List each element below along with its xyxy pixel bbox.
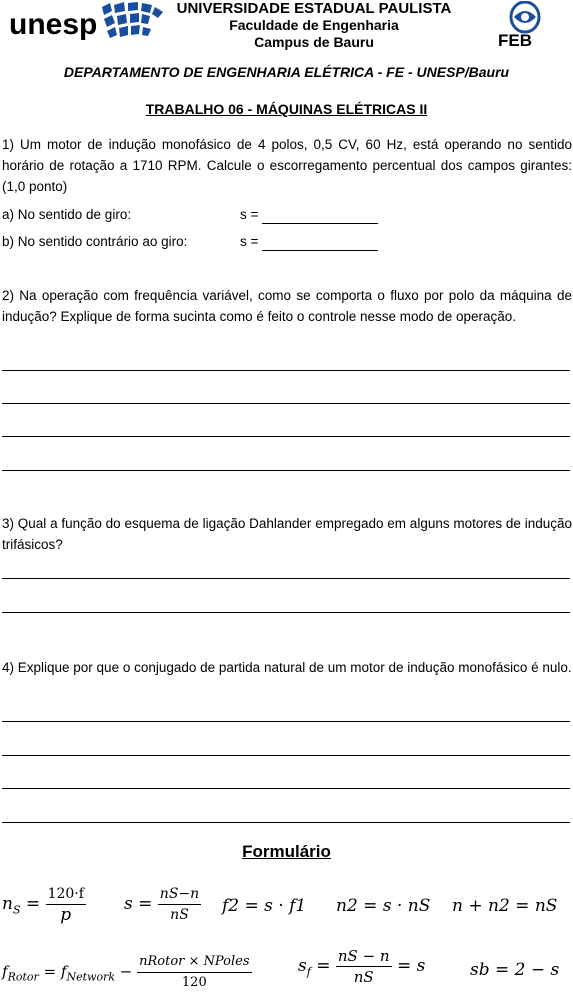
s-equals-label: s = <box>240 234 259 249</box>
question-4-text: 4) Explique por que o conjugado de partida natural de um motor de indução monofásico é nulo. <box>2 660 572 675</box>
question-2-text: 2) Na operação com frequência variável, como se comporta o fluxo por polo da máquina de indução? Explique de forma sucinta como é feito o controle nesse modo de operação. <box>2 288 572 324</box>
s-equals-label: s = <box>240 207 259 222</box>
answer-1b-blank[interactable] <box>262 238 378 251</box>
formula-forward-slip: $s_f$ = $\frac{nS - n}{nS}$ = s <box>298 947 426 986</box>
feb-wordmark: FEB <box>498 31 532 50</box>
answer-line[interactable] <box>2 721 570 722</box>
formula-2-numerator: nS−n <box>158 884 201 905</box>
formula-1-numerator: 120·f <box>46 884 86 905</box>
formula-1-denominator: p <box>60 905 72 925</box>
formulario-title: Formulário <box>242 842 331 861</box>
formula-6-numerator: nRotor × NPoles <box>137 952 251 973</box>
institution-header <box>164 0 464 51</box>
answer-line[interactable] <box>2 370 570 371</box>
page-title: TRABALHO 06 - MÁQUINAS ELÉTRICAS II <box>145 101 428 117</box>
answer-line[interactable] <box>2 470 570 471</box>
answer-line[interactable] <box>2 822 570 823</box>
department-heading: DEPARTAMENTO DE ENGENHARIA ELÉTRICA - FE - UNESP/Bauru <box>63 64 510 80</box>
feb-logo-icon <box>500 1 550 35</box>
campus-name: Campus de Bauru <box>254 34 374 50</box>
question-1-text: 1) Um motor de indução monofásico de 4 polos, 0,5 CV, 60 Hz, está operando no sentido horário de rotação a 1710 RPM. Calcule o escorregamento percentual dos campos girantes: (1,0 ponto) <box>2 137 572 194</box>
formula-backward-slip: sb = 2 − s <box>470 960 560 980</box>
answer-line[interactable] <box>2 436 570 437</box>
answer-line[interactable] <box>2 755 570 756</box>
formula-rotor-frequency: f2 = s · f1 <box>222 896 307 916</box>
answer-1b-field[interactable] <box>240 233 378 251</box>
question-1a-label: a) No sentido de giro: <box>2 207 132 222</box>
formula-speed-sum: n + n2 = nS <box>452 896 558 916</box>
formula-7-denominator: nS <box>353 968 374 986</box>
unesp-logo-icon <box>98 1 166 43</box>
answer-1a-blank[interactable] <box>262 211 378 224</box>
answer-line[interactable] <box>2 403 570 404</box>
unesp-wordmark: unesp <box>9 8 98 41</box>
answer-1a-field[interactable] <box>240 206 378 224</box>
question-3-text: 3) Qual a função do esquema de ligação Dahlander empregado em alguns motores de indução trifásicos? <box>2 516 572 552</box>
formula-rotor-speed: n2 = s · nS <box>336 896 431 916</box>
answer-line[interactable] <box>2 578 570 579</box>
formula-rotor-frequency-network: $f_{Rotor} = f_{Network}$ − $\frac{\text{nRotor × NPoles}}{120}$ <box>2 952 252 993</box>
formula-slip: s = $\frac{nS-n}{nS}$ <box>124 886 200 923</box>
answer-line[interactable] <box>2 612 570 613</box>
formula-6-denominator: 120 <box>181 975 207 990</box>
faculty-name: Faculdade de Engenharia <box>229 17 399 33</box>
university-name: UNIVERSIDADE ESTADUAL PAULISTA <box>176 0 452 17</box>
formula-2-denominator: nS <box>170 907 189 923</box>
formula-7-numerator: nS − n <box>337 947 390 965</box>
answer-line[interactable] <box>2 788 570 789</box>
question-1b-label: b) No sentido contrário ao giro: <box>2 234 188 249</box>
formula-synchronous-speed: $n_S$ = $\frac{120\cdot f}{p}$ <box>2 886 84 925</box>
